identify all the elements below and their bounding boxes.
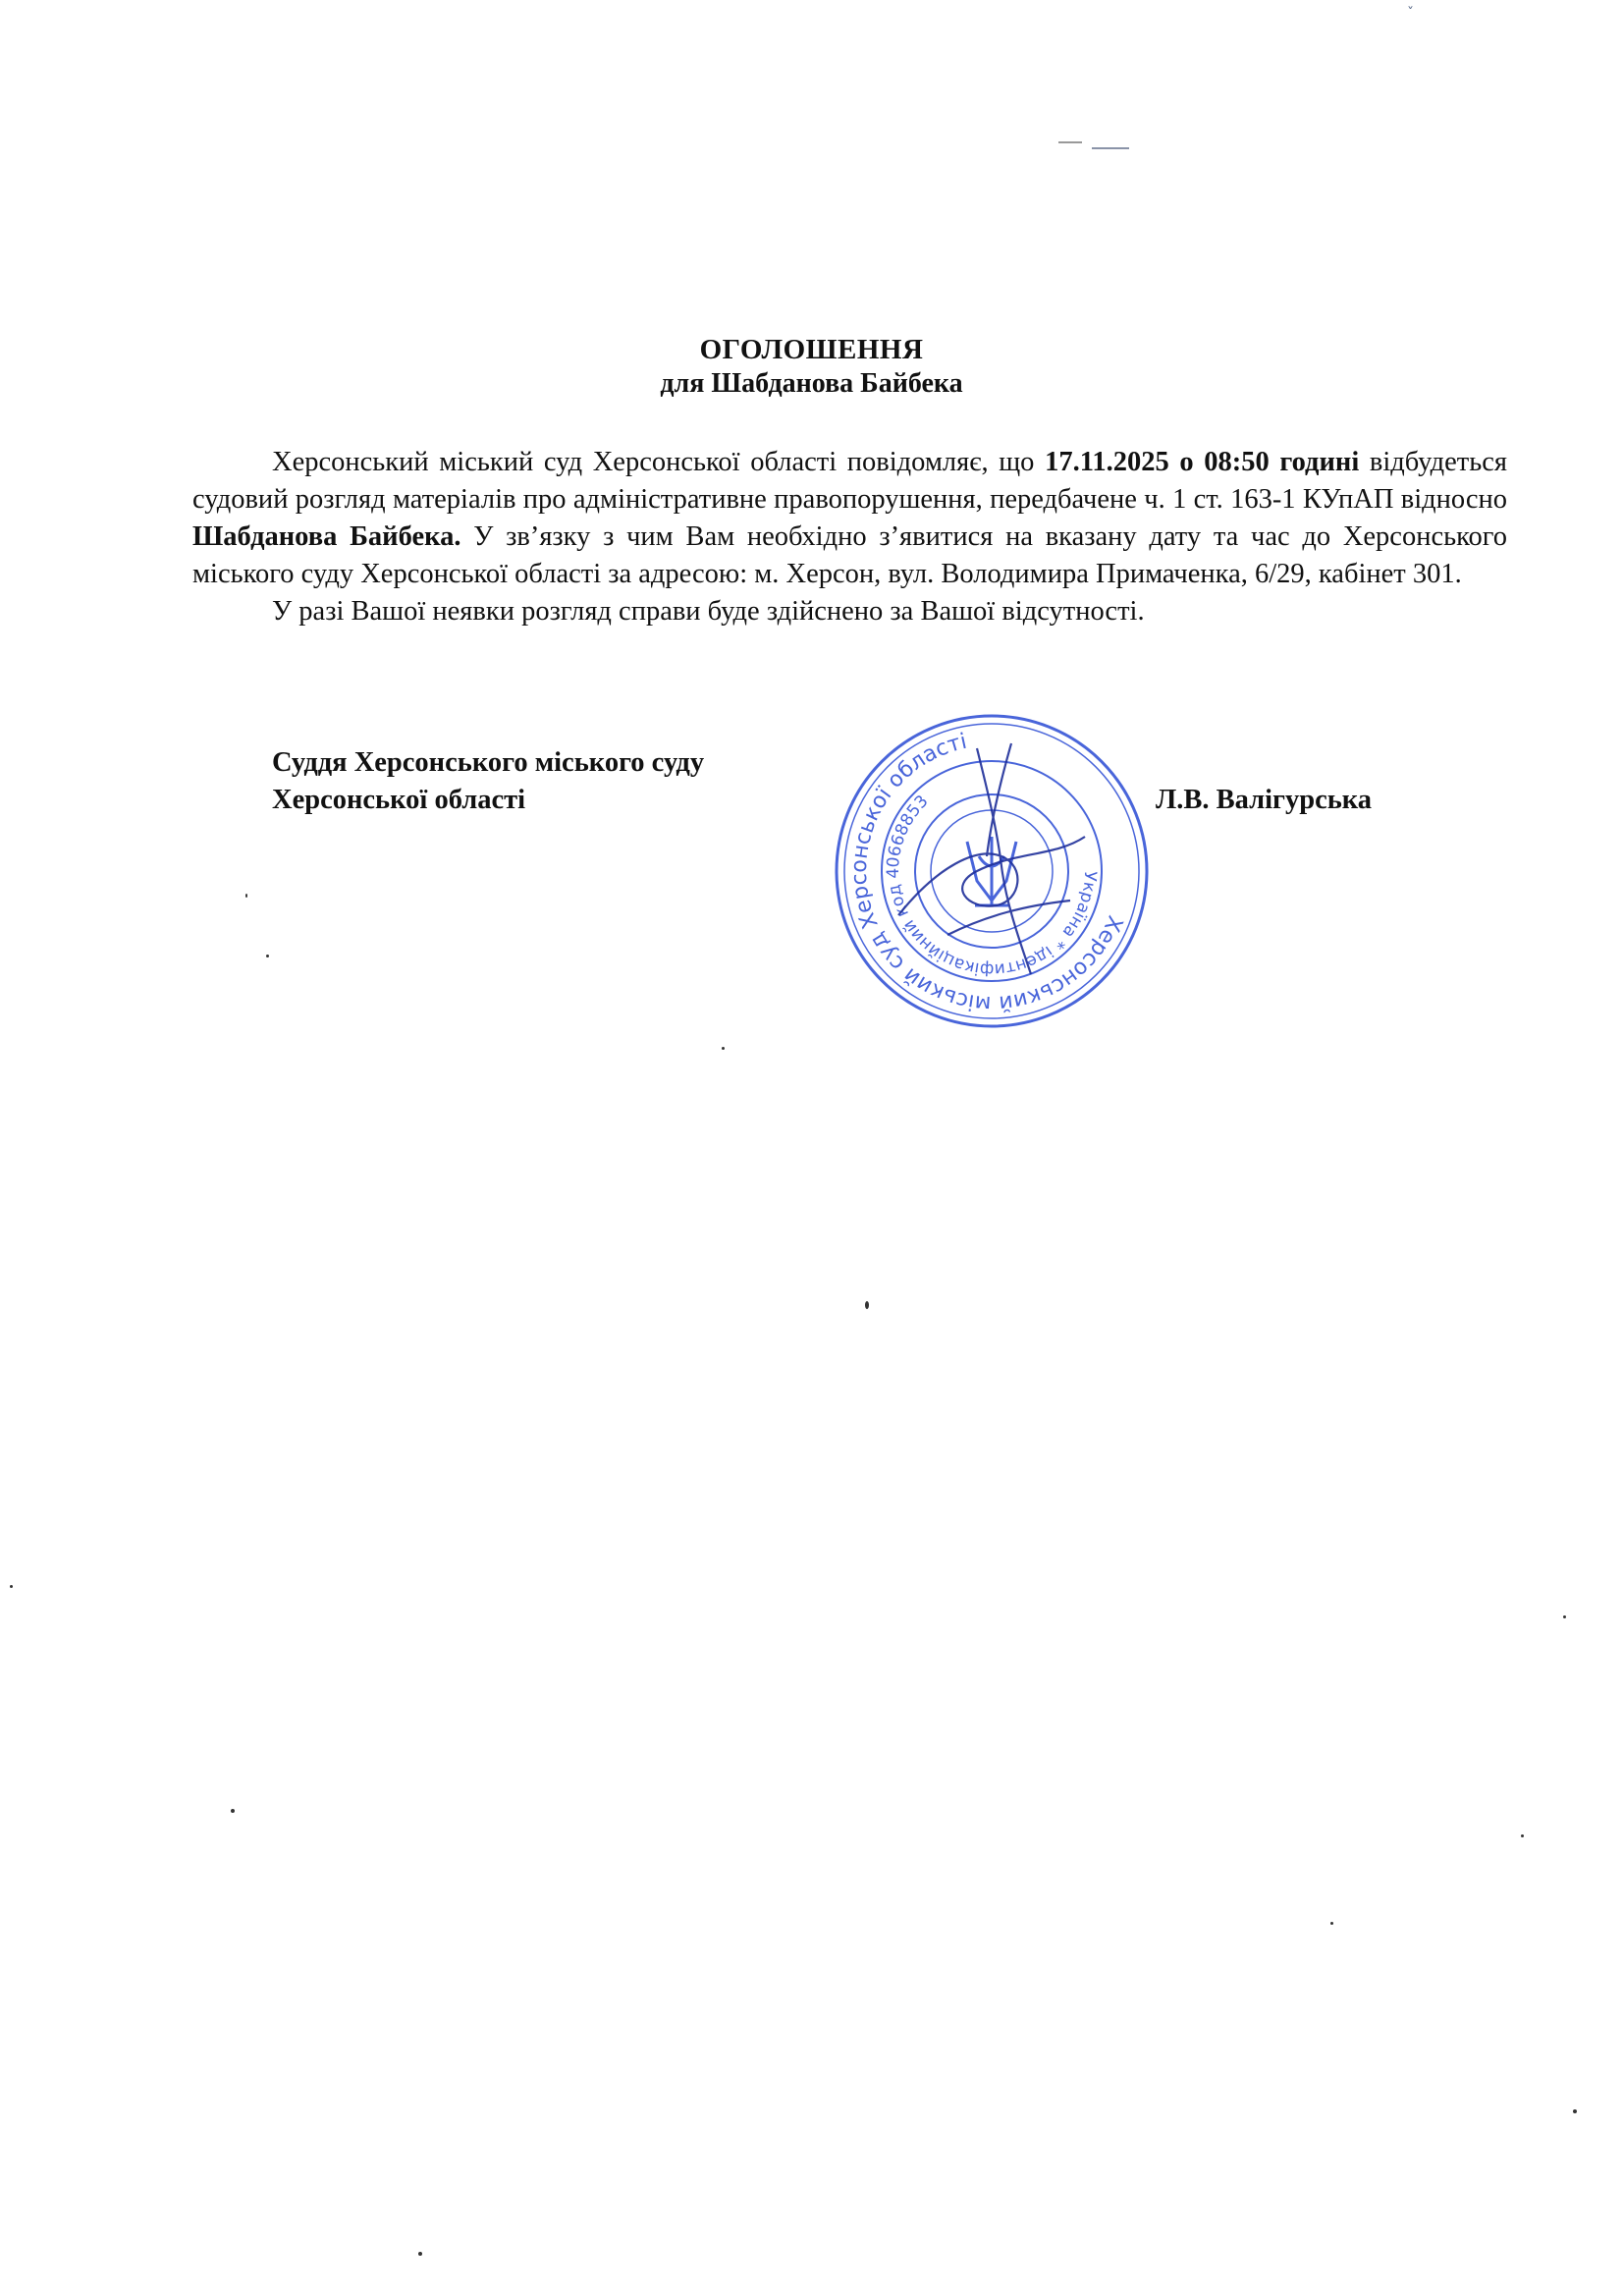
scan-mark <box>1092 147 1129 149</box>
court-stamp-icon <box>830 709 1154 1033</box>
scan-speck <box>10 1585 13 1588</box>
notice-paragraph-2: У разі Вашої неявки розгляд справи буде здійснено за Вашої відсутності. <box>272 596 1145 627</box>
stamp-inner-text: Україна * ідентифікаційний код 40668853 <box>883 792 1101 980</box>
stamp-outer-text: Херсонський міський суд Херсонської області <box>846 729 1127 1016</box>
notice-body <box>192 444 1507 630</box>
text-segment: відбудеться судовий розгляд матеріалів про адміністративне правопорушення, передбачене ч. 1 ст. 163-1 КУпАП відносно <box>192 447 1507 515</box>
scan-mark <box>1058 141 1082 143</box>
text-segment: Херсонський міський суд Херсонської області повідомляє, що <box>272 447 1046 477</box>
scan-speck <box>231 1809 235 1813</box>
scan-speck <box>245 894 247 898</box>
scan-speck <box>1573 2109 1577 2113</box>
scan-speck <box>418 2252 422 2256</box>
person-name: Шабданова Байбека. <box>192 521 461 552</box>
text-segment: У зв’язку з чим Вам необхідно з’явитися на вказану дату та час до Херсонського міського суду Херсонської області за адресою: м. Херсон, вул. Володимира Примаченка, 6/29, кабінет 301. <box>192 521 1507 589</box>
document-title: ОГОЛОШЕННЯ <box>699 334 924 365</box>
document-subtitle: для Шабданова Байбека <box>660 368 963 399</box>
scan-speck <box>1563 1615 1566 1618</box>
scan-speck <box>1521 1834 1524 1837</box>
scan-speck <box>1330 1922 1333 1925</box>
judge-position <box>272 744 704 819</box>
scan-mark: ˇ <box>1407 6 1414 22</box>
judge-position-line-1: Суддя Херсонського міського суду <box>272 747 705 778</box>
scan-speck <box>266 955 269 957</box>
judge-position-line-2: Херсонської області <box>272 785 526 815</box>
notice-paragraph-1 <box>192 444 1507 593</box>
heading-block <box>0 332 1623 401</box>
scan-speck <box>865 1301 869 1309</box>
hearing-datetime: 17.11.2025 о 08:50 годині <box>1045 447 1360 477</box>
judge-name: Л.В. Валігурська <box>1156 785 1373 815</box>
scan-speck <box>722 1047 725 1050</box>
